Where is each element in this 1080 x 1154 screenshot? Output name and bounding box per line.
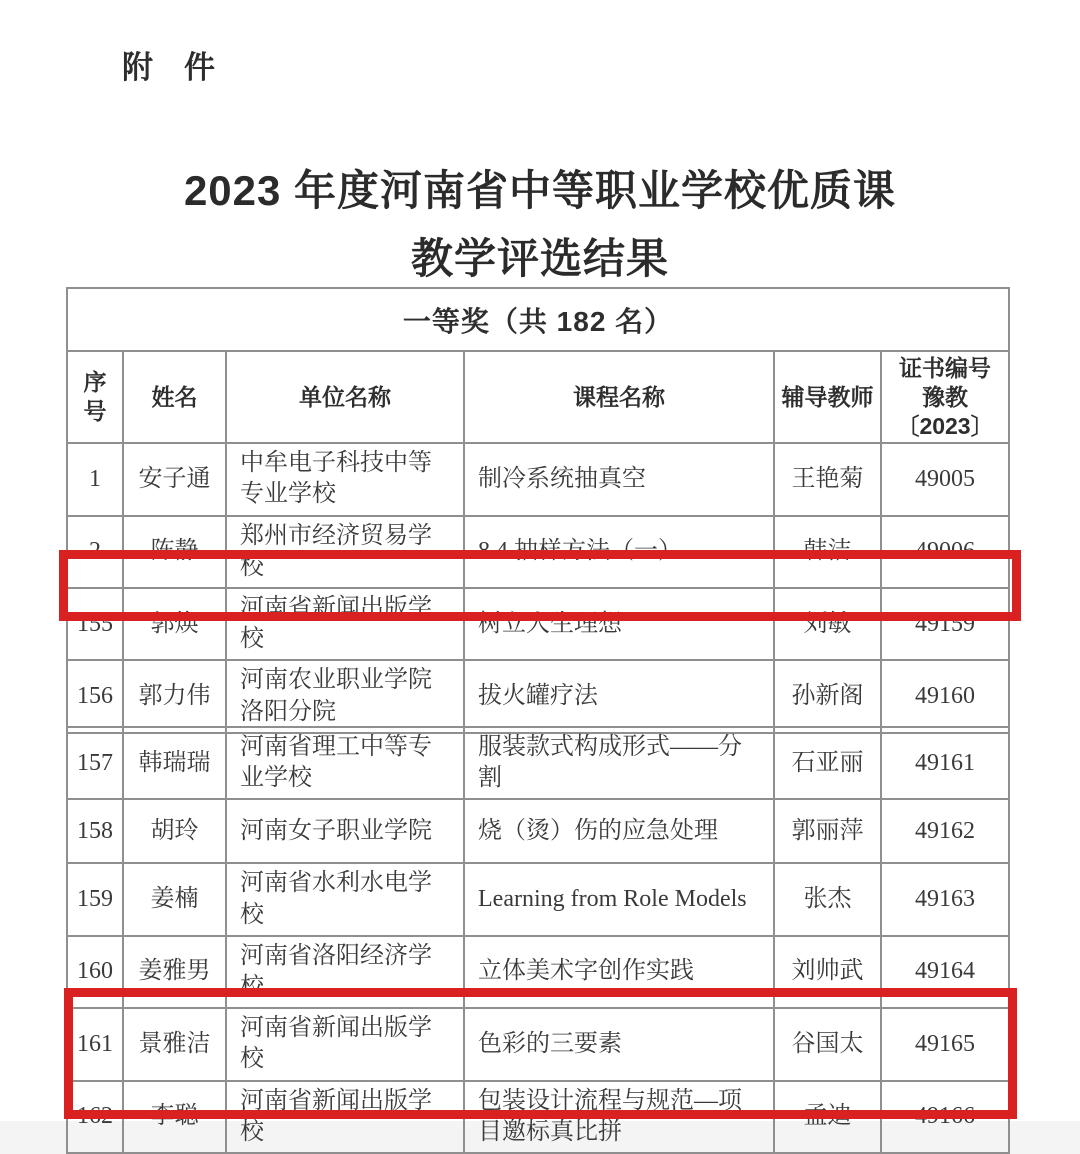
cell-name: 郭焕 bbox=[123, 588, 226, 660]
table-row bbox=[67, 936, 1009, 1008]
table-row bbox=[67, 443, 1009, 515]
results-table-upper bbox=[66, 287, 1010, 734]
table-row-highlighted bbox=[67, 1081, 1009, 1153]
cell-seq: 2 bbox=[67, 516, 123, 588]
cell-cert: 49164 bbox=[881, 936, 1009, 1008]
cell-cert: 49160 bbox=[881, 660, 1009, 732]
table-row bbox=[67, 799, 1009, 863]
cell-course: 拔火罐疗法 bbox=[464, 660, 774, 732]
col-header-cert bbox=[881, 351, 1009, 443]
cell-cert: 49006 bbox=[881, 516, 1009, 588]
col-header-tutor: 辅导教师 bbox=[774, 351, 881, 443]
cell-name: 陈静 bbox=[123, 516, 226, 588]
cell-cert: 49166 bbox=[881, 1081, 1009, 1153]
cell-seq: 161 bbox=[67, 1008, 123, 1080]
cert-header-line2: 豫教〔2023〕 bbox=[896, 383, 994, 439]
cell-unit: 河南省新闻出版学校 bbox=[226, 1008, 464, 1080]
table-row bbox=[67, 863, 1009, 935]
cell-unit: 河南农业职业学院洛阳分院 bbox=[226, 660, 464, 732]
cell-seq: 157 bbox=[67, 727, 123, 799]
cell-course: 服装款式构成形式——分割 bbox=[464, 727, 774, 799]
cell-tutor: 郭丽萍 bbox=[774, 799, 881, 863]
seq-header-line2: 号 bbox=[83, 398, 107, 425]
cell-course: 8.4 抽样方法（一） bbox=[464, 516, 774, 588]
cell-name: 郭力伟 bbox=[123, 660, 226, 732]
cell-seq: 162 bbox=[67, 1081, 123, 1153]
cell-seq: 156 bbox=[67, 660, 123, 732]
cell-unit: 河南省新闻出版学校 bbox=[226, 1081, 464, 1153]
cell-course: 制冷系统抽真空 bbox=[464, 443, 774, 515]
cell-seq: 1 bbox=[67, 443, 123, 515]
table-row bbox=[67, 660, 1009, 732]
results-table-lower bbox=[66, 726, 1010, 1154]
cell-tutor: 孙新阁 bbox=[774, 660, 881, 732]
cell-course: Learning from Role Models bbox=[464, 863, 774, 935]
cell-tutor: 韩洁 bbox=[774, 516, 881, 588]
header-row bbox=[67, 351, 1009, 443]
col-header-course: 课程名称 bbox=[464, 351, 774, 443]
col-header-name: 姓名 bbox=[123, 351, 226, 443]
table-row bbox=[67, 516, 1009, 588]
cell-tutor: 刘帅武 bbox=[774, 936, 881, 1008]
document-title-line1: 2023 年度河南省中等职业学校优质课 bbox=[183, 167, 897, 214]
table-row-highlighted bbox=[67, 588, 1009, 660]
cell-tutor: 刘敏 bbox=[774, 588, 881, 660]
cell-seq: 159 bbox=[67, 863, 123, 935]
cell-cert: 49161 bbox=[881, 727, 1009, 799]
cell-tutor: 石亚丽 bbox=[774, 727, 881, 799]
attachment-label: 附 件 bbox=[122, 50, 215, 85]
cell-name: 景雅洁 bbox=[123, 1008, 226, 1080]
caption-row bbox=[67, 288, 1009, 351]
cell-cert: 49005 bbox=[881, 443, 1009, 515]
document-title-line2: 教学评选结果 bbox=[410, 235, 669, 282]
cell-unit: 河南省水利水电学校 bbox=[226, 863, 464, 935]
cell-unit: 中牟电子科技中等专业学校 bbox=[226, 443, 464, 515]
cell-name: 胡玲 bbox=[123, 799, 226, 863]
cert-header-line1: 证书编号 bbox=[899, 355, 992, 381]
cell-unit: 郑州市经济贸易学校 bbox=[226, 516, 464, 588]
table-row-highlighted bbox=[67, 1008, 1009, 1080]
cell-course: 树立人生理想 bbox=[464, 588, 774, 660]
cell-course: 包装设计流程与规范—项目邀标真比拼 bbox=[464, 1081, 774, 1153]
col-header-seq bbox=[67, 351, 123, 443]
cell-name: 韩瑞瑞 bbox=[123, 727, 226, 799]
cell-unit: 河南省理工中等专业学校 bbox=[226, 727, 464, 799]
cell-tutor: 孟迪 bbox=[774, 1081, 881, 1153]
cell-course: 色彩的三要素 bbox=[464, 1008, 774, 1080]
cell-cert: 49159 bbox=[881, 588, 1009, 660]
cell-tutor: 张杰 bbox=[774, 863, 881, 935]
cell-unit: 河南省洛阳经济学校 bbox=[226, 936, 464, 1008]
cell-name: 安子通 bbox=[123, 443, 226, 515]
cell-name: 姜楠 bbox=[123, 863, 226, 935]
cell-seq: 155 bbox=[67, 588, 123, 660]
cell-course: 立体美术字创作实践 bbox=[464, 936, 774, 1008]
col-header-unit: 单位名称 bbox=[226, 351, 464, 443]
cell-cert: 49163 bbox=[881, 863, 1009, 935]
table-caption: 一等奖（共 182 名） bbox=[67, 288, 1009, 351]
cell-cert: 49165 bbox=[881, 1008, 1009, 1080]
cell-tutor: 王艳菊 bbox=[774, 443, 881, 515]
cell-unit: 河南女子职业学院 bbox=[226, 799, 464, 863]
cell-tutor: 谷国太 bbox=[774, 1008, 881, 1080]
cell-seq: 160 bbox=[67, 936, 123, 1008]
cell-unit: 河南省新闻出版学校 bbox=[226, 588, 464, 660]
cell-seq: 158 bbox=[67, 799, 123, 863]
cell-name: 姜雅男 bbox=[123, 936, 226, 1008]
table-row bbox=[67, 727, 1009, 799]
cell-cert: 49162 bbox=[881, 799, 1009, 863]
seq-header-line1: 序 bbox=[83, 369, 107, 396]
cell-course: 烧（烫）伤的应急处理 bbox=[464, 799, 774, 863]
cell-name: 李聪 bbox=[123, 1081, 226, 1153]
